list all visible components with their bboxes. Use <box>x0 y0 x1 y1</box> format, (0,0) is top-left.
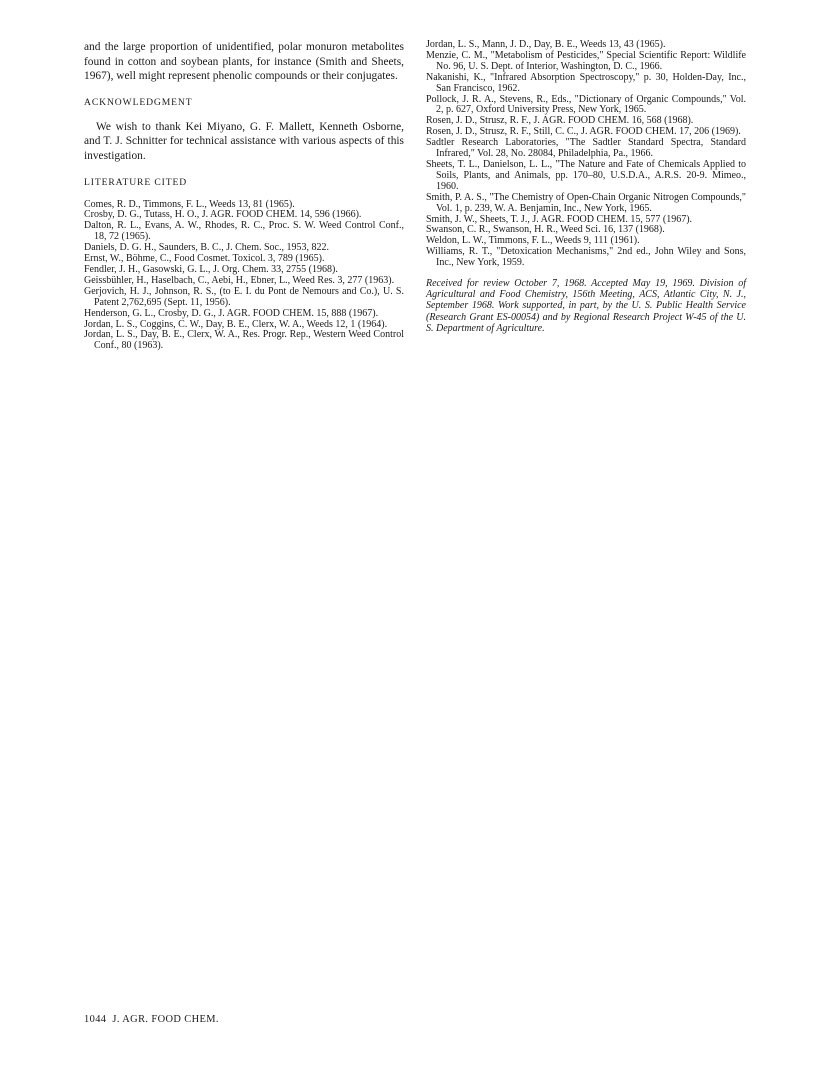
reference-item: Gerjovich, H. J., Johnson, R. S., (to E. I. du Pont de Nemours and Co.), U. S. Patent 2,762,695 (Sept. 11, 1956). <box>84 285 404 308</box>
reference-item: Geissbühler, H., Haselbach, C., Aebi, H., Ebner, L., Weed Res. 3, 277 (1963). <box>84 274 395 286</box>
reference-item: Weldon, L. W., Timmons, F. L., Weeds 9, 111 (1961). <box>426 235 640 247</box>
body-paragraph: and the large proportion of unidentified, polar monuron metabolites found in cotton and soybean plants, for instance (Smith and Sheets, 1967), well might represent phenolic compounds or their conjugates. <box>84 41 404 83</box>
reference-item: Daniels, D. G. H., Saunders, B. C., J. Chem. Soc., 1953, 822. <box>84 242 329 254</box>
literature-cited-heading: LITERATURE CITED <box>84 176 188 188</box>
page-number: 1044 <box>84 1014 107 1025</box>
acknowledgment-text: We wish to thank Kei Miyano, G. F. Mallett, Kenneth Osborne, and T. J. Schnitter for technical assistance with various aspects of this investigation. <box>84 120 404 162</box>
reference-list-left <box>84 200 404 353</box>
page-footer <box>84 1014 219 1025</box>
reference-item: Ernst, W., Böhme, C., Food Cosmet. Toxicol. 3, 789 (1965). <box>84 253 325 265</box>
reference-item: Rosen, J. D., Strusz, R. F., J. AGR. FOOD CHEM. 16, 568 (1968). <box>426 115 694 127</box>
received-note: Received for review October 7, 1968. Accepted May 19, 1969. Division of Agricultural and Food Chemistry, 156th Meeting, ACS, Atlantic City, N. J., September 1968. Work supported, in part, by the U. S. Public Health Service (Research Grant ES-00054) and by Regional Research Project W-45 of the U. S. Department of Agriculture. <box>426 278 746 334</box>
reference-item: Jordan, L. S., Day, B. E., Clerx, W. A., Res. Progr. Rep., Western Weed Control Conf., 80 (1963). <box>84 329 404 352</box>
reference-item: Nakanishi, K., "Infrared Absorption Spectroscopy," p. 30, Holden-Day, Inc., San Francisco, 1962. <box>426 71 746 94</box>
reference-item: Crosby, D. G., Tutass, H. O., J. AGR. FOOD CHEM. 14, 596 (1966). <box>84 209 362 221</box>
acknowledgment-heading: ACKNOWLEDGMENT <box>84 96 193 108</box>
reference-item: Comes, R. D., Timmons, F. L., Weeds 13, 81 (1965). <box>84 198 295 210</box>
reference-item: Henderson, G. L., Crosby, D. G., J. AGR. FOOD CHEM. 15, 888 (1967). <box>84 307 379 319</box>
reference-list-right <box>426 40 746 269</box>
reference-item: Jordan, L. S., Coggins, C. W., Day, B. E., Clerx, W. A., Weeds 12, 1 (1964). <box>84 318 388 330</box>
reference-item: Smith, P. A. S., "The Chemistry of Open-Chain Organic Nitrogen Compounds," Vol. 1, p. 239, W. A. Benjamin, Inc., New York, 1965. <box>426 191 746 214</box>
reference-item: Sheets, T. L., Danielson, L. L., "The Nature and Fate of Chemicals Applied to Soils, Plants, and Animals, pp. 170–80, U.S.D.A., A.R.S. 20-9. Mimeo., 1960. <box>426 158 746 192</box>
reference-item: Pollock, J. R. A., Stevens, R., Eds., "Dictionary of Organic Compounds," Vol. 2, p. 627, Oxford University Press, New York, 1965. <box>426 93 746 116</box>
reference-item: Menzie, C. M., "Metabolism of Pesticides," Special Scientific Report: Wildlife No. 96, U. S. Dept. of Interior, Washington, D. C., 1966. <box>426 49 746 72</box>
right-column <box>426 40 746 344</box>
journal-name: J. AGR. FOOD CHEM. <box>112 1014 219 1025</box>
reference-item: Fendler, J. H., Gasowski, G. L., J. Org. Chem. 33, 2755 (1968). <box>84 264 338 275</box>
reference-item: Rosen, J. D., Strusz, R. F., Still, C. C., J. AGR. FOOD CHEM. 17, 206 (1969). <box>426 126 741 138</box>
reference-item: Sadtler Research Laboratories, "The Sadtler Standard Spectra, Standard Infrared," Vol. 28, No. 28084, Philadelphia, Pa., 1966. <box>426 137 746 160</box>
reference-item: Jordan, L. S., Mann, J. D., Day, B. E., Weeds 13, 43 (1965). <box>426 39 666 50</box>
reference-item: Smith, J. W., Sheets, T. J., J. AGR. FOOD CHEM. 15, 577 (1967). <box>426 213 693 225</box>
reference-item: Dalton, R. L., Evans, A. W., Rhodes, R. C., Proc. S. W. Weed Control Conf., 18, 72 (1965). <box>84 220 404 243</box>
reference-item: Williams, R. T., "Detoxication Mechanisms," 2nd ed., John Wiley and Sons, Inc., New York, 1959. <box>426 246 746 269</box>
left-column <box>84 40 404 352</box>
reference-item: Swanson, C. R., Swanson, H. R., Weed Sci. 16, 137 (1968). <box>426 224 665 236</box>
